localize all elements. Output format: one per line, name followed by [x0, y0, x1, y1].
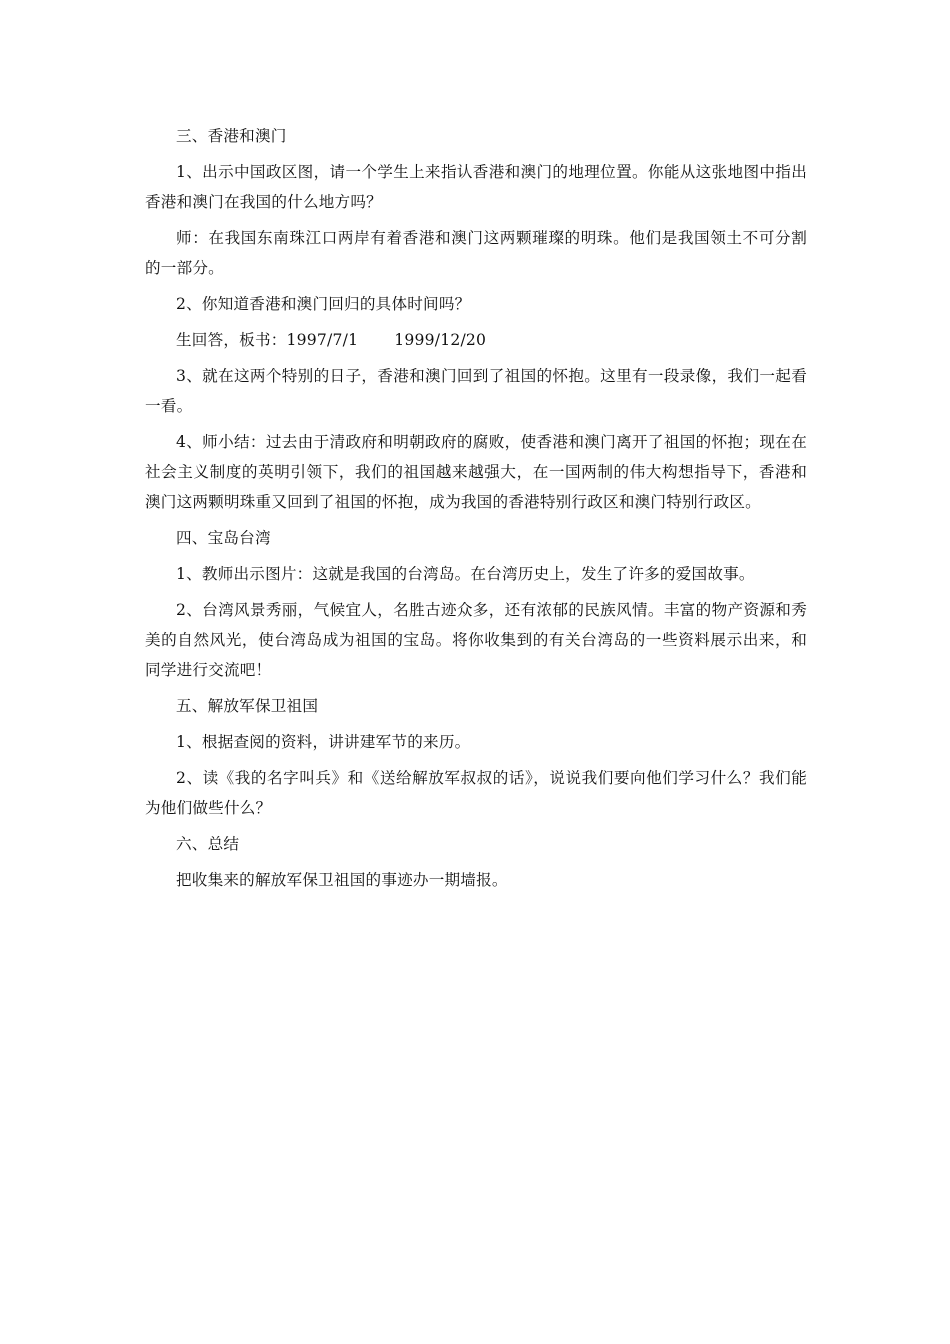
paragraph: 3、就在这两个特别的日子，香港和澳门回到了祖国的怀抱。这里有一段录像，我们一起看一看。	[145, 367, 807, 415]
section-hong-kong-macau	[145, 121, 807, 517]
paragraph: 4、师小结：过去由于清政府和明朝政府的腐败，使香港和澳门离开了祖国的怀抱；现在在社会主义制度的英明引领下，我们的祖国越来越强大，在一国两制的伟大构想指导下，香港和澳门这两颗明珠重又回到了祖国的怀抱，成为我国的香港特别行政区和澳门特别行政区。	[145, 433, 807, 511]
paragraph: 1、出示中国政区图，请一个学生上来指认香港和澳门的地理位置。你能从这张地图中指出香港和澳门在我国的什么地方吗？	[145, 163, 807, 211]
paragraph: 把收集来的解放军保卫祖国的事迹办一期墙报。	[176, 871, 508, 889]
section-heading: 六、总结	[176, 835, 240, 853]
paragraph: 师：在我国东南珠江口两岸有着香港和澳门这两颗璀璨的明珠。他们是我国领土不可分割的一部分。	[145, 229, 807, 277]
paragraph: 2、你知道香港和澳门回归的具体时间吗？	[176, 295, 471, 313]
section-pla	[145, 691, 807, 823]
paragraph: 1、教师出示图片：这就是我国的台湾岛。在台湾历史上，发生了许多的爱国故事。	[176, 565, 755, 583]
section-heading: 三、香港和澳门	[176, 127, 287, 145]
paragraph: 2、读《我的名字叫兵》和《送给解放军叔叔的话》，说说我们要向他们学习什么？我们能为他们做些什么？	[145, 769, 807, 817]
section-heading: 四、宝岛台湾	[176, 529, 271, 547]
section-heading: 五、解放军保卫祖国	[176, 697, 319, 715]
paragraph: 2、台湾风景秀丽，气候宜人，名胜古迹众多，还有浓郁的民族风情。丰富的物产资源和秀美的自然风光，使台湾岛成为祖国的宝岛。将你收集到的有关台湾岛的一些资料展示出来，和同学进行交流吧！	[145, 601, 807, 679]
paragraph: 1、根据查阅的资料，讲讲建军节的来历。	[176, 733, 471, 751]
paragraph-return-dates: 生回答，板书：1997/7/1 1999/12/20	[176, 331, 487, 349]
section-taiwan	[145, 523, 807, 685]
section-summary	[145, 829, 807, 895]
document-body	[145, 121, 807, 901]
